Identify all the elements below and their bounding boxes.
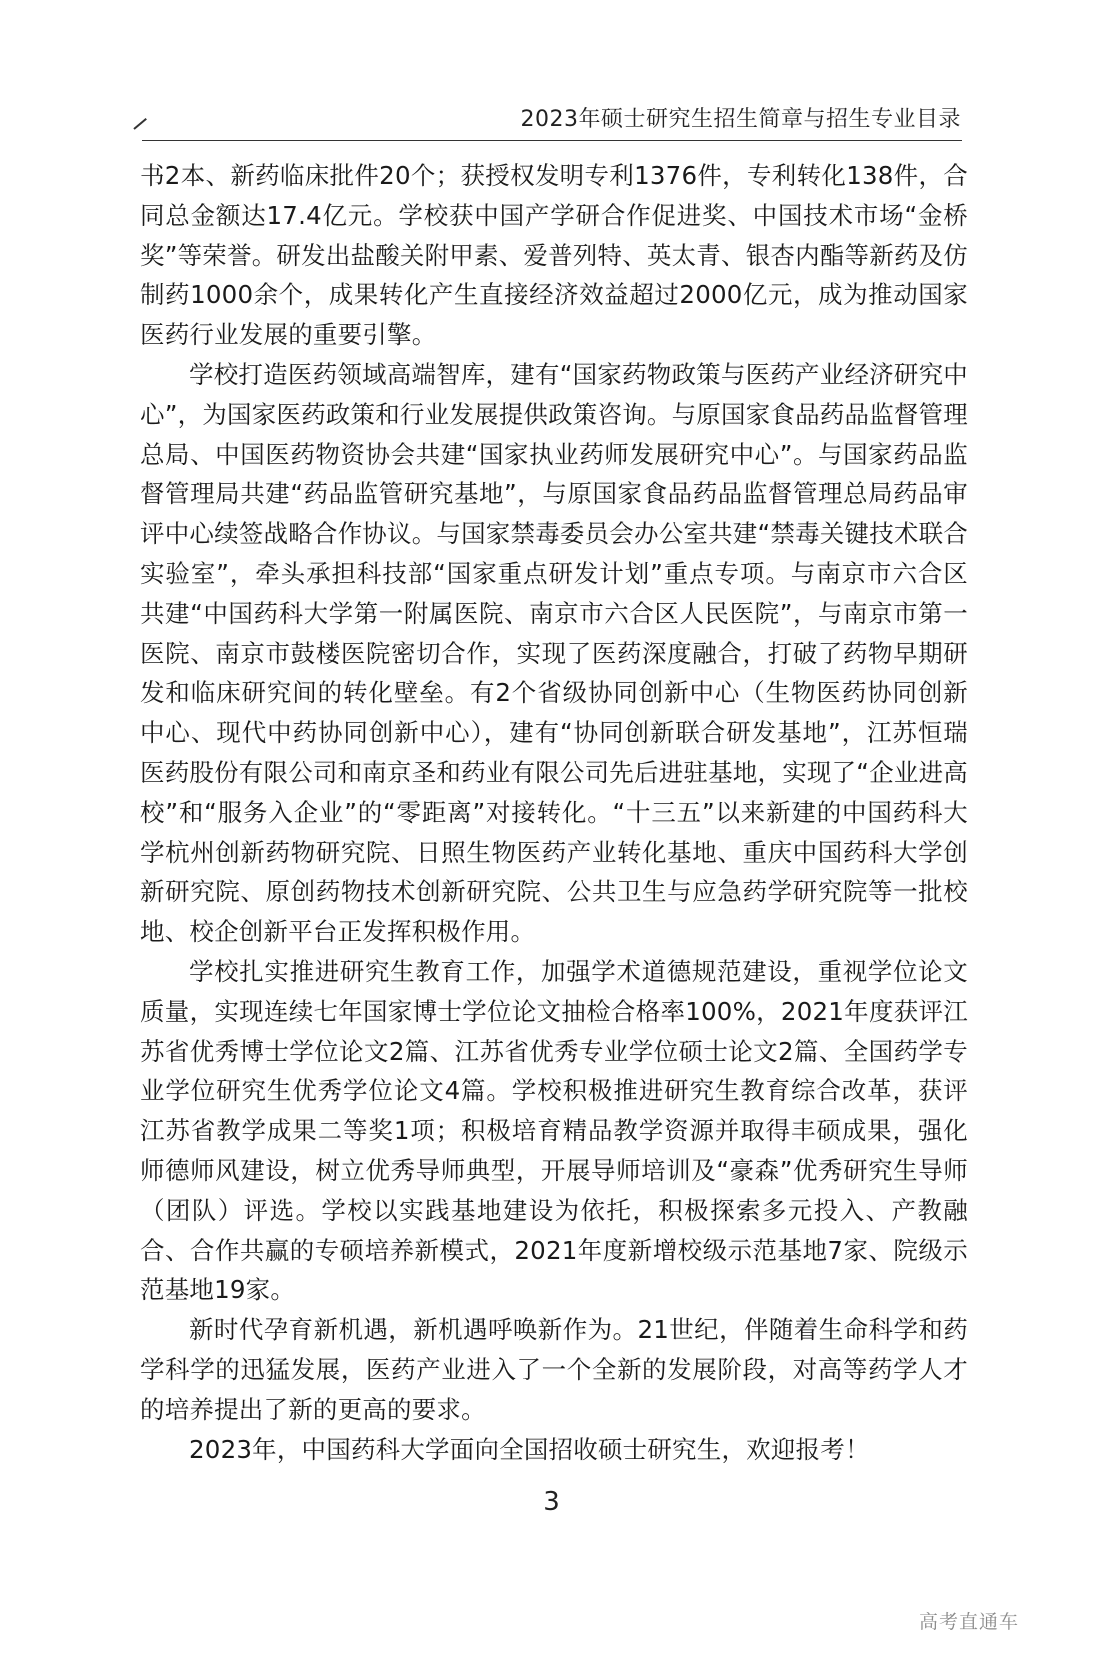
paragraph-3: 学校扎实推进研究生教育工作，加强学术道德规范建设，重视学位论文质量，实现连续七年国家博士学位论文抽检合格率100%，2021年度获评江苏省优秀博士学位论文2篇、江苏省优秀专业学位硕士论文2篇、全国药学专业学位研究生优秀学位论文4篇。学校积极推进研究生教育综合改革，获评江苏省教学成果二等奖1项；积极培育精品教学资源并取得丰硕成果，强化师德师风建设，树立优秀导师典型，开展导师培训及“豪森”优秀研究生导师（团队）评选。学校以实践基地建设为依托，积极探索多元投入、产教融合、合作共赢的专硕培养新模式，2021年度新增校级示范基地7家、院级示范基地19家。 [140,956,968,1305]
paragraph-5: 2023年，中国药科大学面向全国招收硕士研究生，欢迎报考！ [189,1434,870,1464]
paragraph-2: 学校打造医药领域高端智库，建有“国家药物政策与医药产业经济研究中心”，为国家医药政策和行业发展提供政策咨询。与原国家食品药品监督管理总局、中国医药物资协会共建“国家执业药师发展研究中心”。与国家药品监督管理局共建“药品监管研究基地”，与原国家食品药品监督管理总局药品审评中心续签战略合作协议。与国家禁毒委员会办公室共建“禁毒关键技术联合实验室”，牵头承担科技部“国家重点研发计划”重点专项。与南京市六合区共建“中国药科大学第一附属医院、南京市六合区人民医院”，与南京市第一医院、南京市鼓楼医院密切合作，实现了医药深度融合，打破了药物早期研发和临床研究间的转化壁垒。有2个省级协同创新中心（生物医药协同创新中心、现代中药协同创新中心），建有“协同创新联合研发基地”，江苏恒瑞医药股份有限公司和南京圣和药业有限公司先后进驻基地，实现了“企业进高校”和“服务入企业”的“零距离”对接转化。“十三五”以来新建的中国药科大学杭州创新药物研究院、日照生物医药产业转化基地、重庆中国药科大学创新研究院、原创药物技术创新研究院、公共卫生与应急药学研究院等一批校地、校企创新平台正发挥积极作用。 [140,359,968,947]
running-header-title: 2023年硕士研究生招生简章与招生专业目录 [520,107,961,132]
header-corner-mark [133,118,147,130]
page-number: 3 [543,1487,560,1517]
paragraph-1: 书2本、新药临床批件20个；获授权发明专利1376件，专利转化138件，合同总金额达17.4亿元。学校获中国产学研合作促进奖、中国技术市场“金桥奖”等荣誉。研发出盐酸关附甲素、爱普列特、英太青、银杏内酯等新药及仿制药1000余个，成果转化产生直接经济效益超过2000亿元，成为推动国家医药行业发展的重要引擎。 [140,161,968,350]
body-text [140,156,968,1469]
watermark-text: 高考直通车 [918,1611,1019,1633]
paragraph-4: 新时代孕育新机遇，新机遇呼唤新作为。21世纪，伴随着生命科学和药学科学的迅猛发展，医药产业进入了一个全新的发展阶段，对高等药学人才的培养提出了新的更高的要求。 [140,1315,968,1424]
header-divider [142,140,962,141]
